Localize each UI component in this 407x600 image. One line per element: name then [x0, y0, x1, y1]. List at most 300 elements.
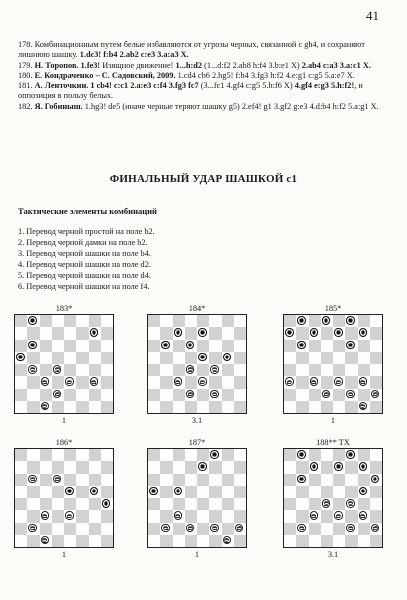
square-d3 [321, 376, 333, 388]
square-a1 [284, 535, 296, 547]
square-h2 [234, 523, 246, 535]
square-b6 [27, 474, 39, 486]
square-g4 [89, 498, 101, 510]
square-d3 [52, 376, 64, 388]
section-subtitle: Тактические элементы комбинаций [18, 206, 157, 216]
square-a6 [15, 340, 27, 352]
square-d7 [185, 461, 197, 473]
square-b3 [296, 510, 308, 522]
square-b5 [27, 486, 39, 498]
square-d8 [52, 315, 64, 327]
analysis-text-run: 180. [18, 70, 35, 80]
square-b4 [160, 364, 172, 376]
black-checker-piece [334, 462, 342, 470]
square-f7 [345, 327, 357, 339]
black-checker-piece [346, 450, 354, 458]
square-c7 [40, 461, 52, 473]
chapter-title: ФИНАЛЬНЫЙ УДАР ШАШКОЙ c1 [109, 173, 298, 185]
square-a6 [148, 474, 160, 486]
white-checker-piece [186, 365, 194, 373]
square-c4 [173, 364, 185, 376]
square-f2 [345, 389, 357, 401]
analysis-text-run: Изящное движение! [100, 60, 176, 70]
square-g8 [89, 449, 101, 461]
square-f5 [76, 486, 88, 498]
square-g6 [222, 340, 234, 352]
black-checker-piece [28, 316, 36, 324]
square-d2 [185, 389, 197, 401]
square-a3 [284, 510, 296, 522]
diagram-183 [14, 303, 114, 425]
square-e3 [64, 376, 76, 388]
square-g1 [222, 535, 234, 547]
square-c8 [40, 449, 52, 461]
square-f6 [76, 340, 88, 352]
black-checker-piece [198, 328, 206, 336]
analysis-text-run: 179. [18, 60, 35, 70]
black-checker-piece [322, 316, 330, 324]
square-d7 [52, 327, 64, 339]
white-checker-piece [359, 377, 367, 385]
square-g7 [358, 461, 370, 473]
diagram-number: 186* [55, 438, 73, 447]
square-h8 [101, 315, 113, 327]
square-b7 [27, 327, 39, 339]
white-checker-piece [223, 536, 231, 544]
square-a1 [148, 535, 160, 547]
square-a4 [284, 498, 296, 510]
diagram-caption: 1 [61, 416, 67, 425]
square-e2 [197, 389, 209, 401]
square-g1 [89, 535, 101, 547]
square-c7 [309, 327, 321, 339]
square-h2 [370, 389, 382, 401]
square-b7 [160, 461, 172, 473]
analysis-paragraph [18, 81, 396, 102]
diagram-number: 183* [55, 304, 73, 313]
square-h3 [234, 376, 246, 388]
square-c5 [309, 486, 321, 498]
square-f5 [209, 352, 221, 364]
square-c3 [309, 510, 321, 522]
square-c8 [309, 315, 321, 327]
square-f7 [76, 327, 88, 339]
square-c7 [40, 327, 52, 339]
square-b4 [27, 498, 39, 510]
square-f5 [209, 486, 221, 498]
square-d1 [52, 401, 64, 413]
task-item: 1. Перевод черной простой на поле b2. [18, 227, 155, 236]
black-checker-piece [174, 487, 182, 495]
square-d6 [185, 474, 197, 486]
square-b7 [296, 461, 308, 473]
square-c6 [40, 340, 52, 352]
square-g3 [89, 376, 101, 388]
square-d1 [52, 535, 64, 547]
square-c2 [40, 389, 52, 401]
square-e8 [197, 449, 209, 461]
square-d1 [321, 401, 333, 413]
square-a8 [15, 449, 27, 461]
square-g5 [89, 486, 101, 498]
square-g8 [89, 315, 101, 327]
square-f5 [345, 352, 357, 364]
square-b2 [296, 523, 308, 535]
square-d6 [52, 340, 64, 352]
square-a7 [148, 327, 160, 339]
square-f2 [345, 523, 357, 535]
square-g7 [222, 461, 234, 473]
black-checker-piece [359, 487, 367, 495]
white-checker-piece [322, 499, 330, 507]
square-a4 [284, 364, 296, 376]
square-g4 [222, 498, 234, 510]
square-c6 [173, 340, 185, 352]
square-d7 [185, 327, 197, 339]
diagram-caption: 3.1 [327, 550, 339, 559]
square-f7 [76, 461, 88, 473]
square-h1 [370, 401, 382, 413]
square-e1 [197, 401, 209, 413]
square-a5 [148, 352, 160, 364]
square-g2 [222, 523, 234, 535]
square-b8 [27, 315, 39, 327]
square-g5 [358, 486, 370, 498]
square-e2 [197, 523, 209, 535]
square-d3 [52, 510, 64, 522]
square-h8 [370, 315, 382, 327]
square-a3 [148, 376, 160, 388]
square-a1 [284, 401, 296, 413]
square-g7 [358, 327, 370, 339]
analysis-text [18, 40, 396, 112]
square-c1 [309, 535, 321, 547]
diagram-number: 184* [188, 304, 206, 313]
square-e7 [64, 461, 76, 473]
white-checker-piece [334, 511, 342, 519]
black-checker-piece [198, 462, 206, 470]
square-e8 [197, 315, 209, 327]
diagram-185 [283, 303, 383, 425]
square-g1 [222, 401, 234, 413]
diagram-188 [283, 437, 383, 559]
diagram-184 [147, 303, 247, 425]
square-d5 [321, 486, 333, 498]
white-checker-piece [186, 390, 194, 398]
square-e6 [197, 340, 209, 352]
square-e3 [333, 376, 345, 388]
move-notation: Я. Гобиныш. [34, 101, 83, 111]
square-b6 [296, 474, 308, 486]
white-checker-piece [210, 524, 218, 532]
square-c4 [40, 498, 52, 510]
square-d1 [321, 535, 333, 547]
task-item: 4. Перевод черной шашки на поле d2. [18, 260, 151, 269]
white-checker-piece [334, 377, 342, 385]
square-g2 [358, 389, 370, 401]
square-g7 [222, 327, 234, 339]
white-checker-piece [90, 377, 98, 385]
black-checker-piece [90, 328, 98, 336]
checkers-board [14, 448, 114, 548]
square-e1 [64, 401, 76, 413]
square-c6 [173, 474, 185, 486]
move-notation: Е. Кондраченко – С. Садовский, 2009. [34, 70, 176, 80]
white-checker-piece [53, 365, 61, 373]
white-checker-piece [65, 377, 73, 385]
square-b6 [160, 340, 172, 352]
white-checker-piece [371, 390, 379, 398]
square-c2 [309, 389, 321, 401]
square-e1 [333, 401, 345, 413]
square-b2 [296, 389, 308, 401]
square-d8 [185, 315, 197, 327]
black-checker-piece [359, 328, 367, 336]
square-h3 [101, 376, 113, 388]
square-a5 [15, 486, 27, 498]
square-b1 [27, 401, 39, 413]
square-f1 [345, 401, 357, 413]
square-h6 [234, 474, 246, 486]
square-a6 [15, 474, 27, 486]
square-g2 [89, 389, 101, 401]
square-d5 [52, 352, 64, 364]
square-b8 [160, 449, 172, 461]
square-a2 [148, 389, 160, 401]
square-a7 [284, 461, 296, 473]
white-checker-piece [41, 511, 49, 519]
square-e4 [64, 498, 76, 510]
square-c4 [173, 498, 185, 510]
square-c6 [40, 474, 52, 486]
square-h4 [234, 364, 246, 376]
square-h6 [370, 474, 382, 486]
square-g3 [358, 376, 370, 388]
square-e8 [333, 449, 345, 461]
analysis-paragraph [18, 71, 396, 81]
white-checker-piece [371, 524, 379, 532]
square-d3 [321, 510, 333, 522]
white-checker-piece [310, 377, 318, 385]
square-e2 [333, 523, 345, 535]
white-checker-piece [174, 377, 182, 385]
square-c1 [309, 401, 321, 413]
white-checker-piece [210, 390, 218, 398]
square-c2 [173, 389, 185, 401]
square-b4 [296, 364, 308, 376]
square-c7 [173, 327, 185, 339]
square-f4 [76, 498, 88, 510]
square-f6 [76, 474, 88, 486]
square-d2 [321, 389, 333, 401]
square-a1 [15, 535, 27, 547]
square-d5 [185, 486, 197, 498]
square-a2 [15, 389, 27, 401]
square-h5 [234, 352, 246, 364]
white-checker-piece [210, 365, 218, 373]
analysis-text-run: (1...d:f2 2.ab8 h:f4 3.b:e1 X) [202, 60, 302, 70]
square-c4 [40, 364, 52, 376]
square-c3 [40, 376, 52, 388]
analysis-paragraph [18, 102, 396, 112]
square-h4 [101, 364, 113, 376]
square-b1 [160, 401, 172, 413]
task-item: 5. Перевод черной шашки на поле d4. [18, 271, 151, 280]
analysis-paragraph [18, 40, 396, 61]
square-g2 [222, 389, 234, 401]
square-e7 [64, 327, 76, 339]
diagram-caption: 1 [61, 550, 67, 559]
diagram-187 [147, 437, 247, 559]
square-f6 [345, 474, 357, 486]
square-e4 [197, 364, 209, 376]
square-c8 [40, 315, 52, 327]
square-f4 [345, 498, 357, 510]
analysis-text-run: 1.cd4 cb6 2.hg5! f:h4 3.fg3 h:f2 4.e:g1 c:g5 5.a:e7 X. [175, 70, 355, 80]
square-c5 [309, 352, 321, 364]
white-checker-piece [346, 390, 354, 398]
square-c6 [309, 474, 321, 486]
square-a2 [284, 523, 296, 535]
black-checker-piece [297, 450, 305, 458]
square-b7 [27, 461, 39, 473]
square-e5 [64, 486, 76, 498]
white-checker-piece [161, 524, 169, 532]
analysis-text-run: , и оппозиция в пользу белых. [18, 81, 363, 101]
square-h4 [234, 498, 246, 510]
square-e7 [333, 461, 345, 473]
black-checker-piece [174, 328, 182, 336]
square-b3 [27, 376, 39, 388]
square-f7 [209, 327, 221, 339]
square-e5 [197, 486, 209, 498]
black-checker-piece [223, 353, 231, 361]
square-c6 [309, 340, 321, 352]
square-d5 [321, 352, 333, 364]
square-h7 [101, 461, 113, 473]
square-d7 [52, 461, 64, 473]
square-b8 [296, 315, 308, 327]
square-b5 [160, 352, 172, 364]
diagram-number: 187* [188, 438, 206, 447]
square-d2 [321, 523, 333, 535]
square-c8 [173, 315, 185, 327]
square-b1 [160, 535, 172, 547]
task-item: 3. Перевод черной шашки на поле b4. [18, 249, 151, 258]
square-a4 [148, 364, 160, 376]
white-checker-piece [359, 402, 367, 410]
black-checker-piece [359, 462, 367, 470]
square-a3 [15, 510, 27, 522]
square-e4 [333, 364, 345, 376]
square-d2 [52, 523, 64, 535]
square-b7 [296, 327, 308, 339]
square-e1 [333, 535, 345, 547]
square-e2 [64, 389, 76, 401]
square-f1 [345, 535, 357, 547]
square-a1 [148, 401, 160, 413]
square-h2 [101, 389, 113, 401]
black-checker-piece [310, 462, 318, 470]
square-f8 [209, 449, 221, 461]
square-f6 [209, 340, 221, 352]
square-g5 [358, 352, 370, 364]
square-a8 [148, 449, 160, 461]
square-e2 [64, 523, 76, 535]
square-g7 [89, 327, 101, 339]
white-checker-piece [310, 511, 318, 519]
move-notation: 2.ab4 c:a3 3.a:c1 X. [301, 60, 371, 70]
move-notation: Н. Торопов. 1.fe3! [34, 60, 101, 70]
square-d3 [185, 376, 197, 388]
square-f8 [345, 449, 357, 461]
white-checker-piece [322, 390, 330, 398]
square-h6 [234, 340, 246, 352]
square-g6 [222, 474, 234, 486]
square-h2 [234, 389, 246, 401]
square-b5 [296, 352, 308, 364]
black-checker-piece [297, 475, 305, 483]
square-h5 [101, 352, 113, 364]
square-f8 [76, 315, 88, 327]
analysis-text-run: 182. [18, 101, 35, 111]
square-f2 [209, 523, 221, 535]
square-d1 [185, 401, 197, 413]
square-d8 [321, 315, 333, 327]
square-h4 [370, 364, 382, 376]
diagram-number: 188** TX [316, 438, 350, 447]
black-checker-piece [65, 487, 73, 495]
square-b5 [27, 352, 39, 364]
square-c3 [173, 376, 185, 388]
square-g1 [89, 401, 101, 413]
square-g2 [89, 523, 101, 535]
square-c1 [40, 401, 52, 413]
square-f3 [76, 376, 88, 388]
square-a5 [284, 352, 296, 364]
white-checker-piece [41, 377, 49, 385]
square-h1 [101, 401, 113, 413]
diagram-caption: 3.1 [191, 416, 203, 425]
square-e7 [197, 461, 209, 473]
square-g4 [89, 364, 101, 376]
square-g5 [222, 486, 234, 498]
square-b6 [27, 340, 39, 352]
square-g6 [358, 474, 370, 486]
square-b3 [160, 376, 172, 388]
task-item: 6. Перевод черной шашки на поле f4. [18, 282, 150, 291]
square-h8 [234, 315, 246, 327]
square-g6 [89, 474, 101, 486]
white-checker-piece [235, 524, 243, 532]
square-e5 [333, 352, 345, 364]
black-checker-piece [371, 475, 379, 483]
white-checker-piece [41, 536, 49, 544]
square-e6 [64, 474, 76, 486]
white-checker-piece [53, 390, 61, 398]
checkers-board [283, 314, 383, 414]
square-c7 [173, 461, 185, 473]
square-g8 [358, 315, 370, 327]
square-b3 [160, 510, 172, 522]
square-h1 [370, 535, 382, 547]
square-d4 [52, 498, 64, 510]
square-f3 [345, 510, 357, 522]
square-c5 [173, 486, 185, 498]
checkers-board [147, 314, 247, 414]
white-checker-piece [346, 499, 354, 507]
square-c8 [309, 449, 321, 461]
